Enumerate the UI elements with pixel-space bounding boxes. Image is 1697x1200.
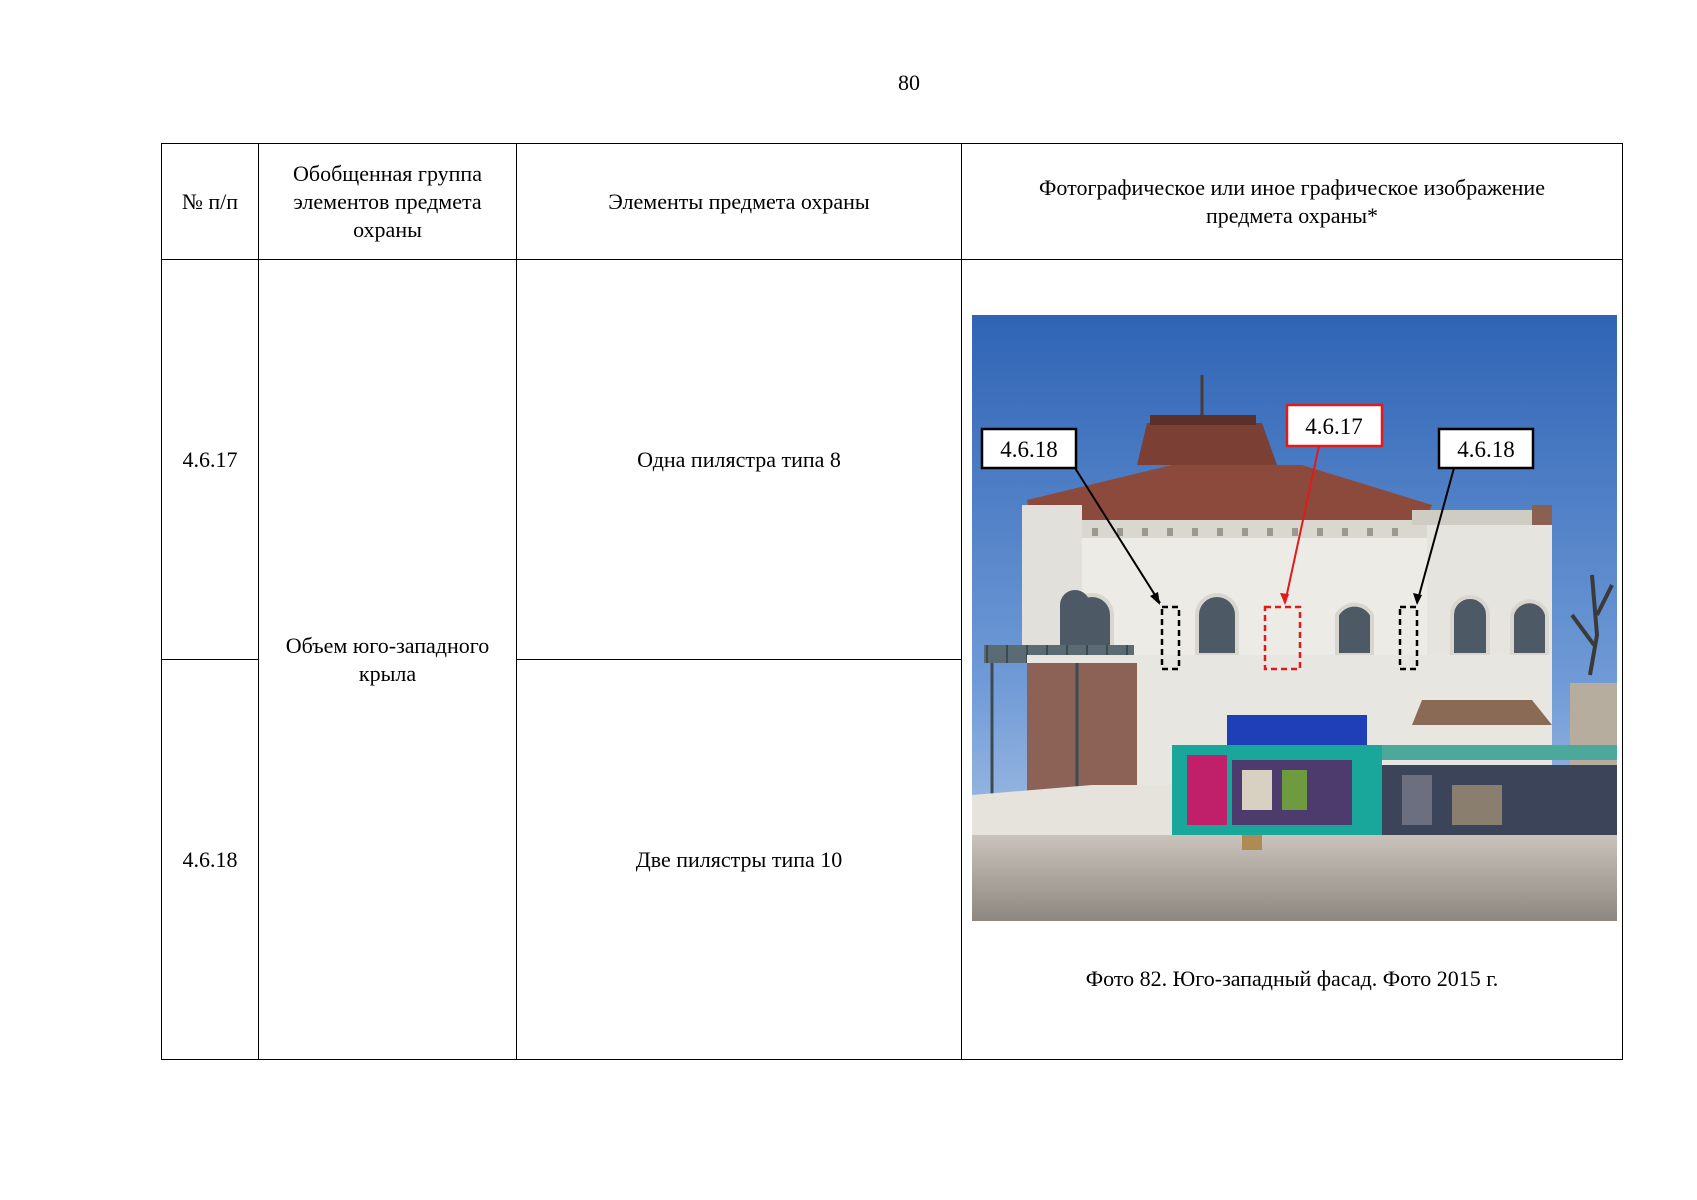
callout-right bbox=[1439, 429, 1533, 468]
header-num: № п/п bbox=[162, 144, 259, 260]
header-elements: Элементы предмета охраны bbox=[517, 144, 962, 260]
page-number: 80 bbox=[898, 70, 920, 95]
callout-left bbox=[982, 429, 1076, 468]
protection-table bbox=[161, 143, 1623, 1060]
header-image: Фотографическое или иное графическое изображение предмета охраны* bbox=[962, 144, 1623, 260]
group-label: Объем юго-западного крыла bbox=[259, 260, 517, 1060]
photo-caption: Фото 82. Юго-западный фасад. Фото 2015 г. bbox=[1085, 966, 1499, 991]
photo-cell bbox=[962, 260, 1623, 1060]
table-row bbox=[162, 260, 1623, 660]
facade-photo bbox=[972, 315, 1617, 921]
table-header-row bbox=[162, 144, 1623, 260]
svg-text:4.6.18: 4.6.18 bbox=[1000, 437, 1058, 462]
row-element: Две пилястры типа 10 bbox=[517, 660, 962, 1060]
svg-text:4.6.18: 4.6.18 bbox=[1457, 437, 1515, 462]
row-num: 4.6.18 bbox=[162, 660, 259, 1060]
callout-center bbox=[1287, 405, 1382, 446]
row-num: 4.6.17 bbox=[162, 260, 259, 660]
header-group: Обобщенная группа элементов предмета охраны bbox=[259, 144, 517, 260]
svg-text:4.6.17: 4.6.17 bbox=[1305, 414, 1363, 439]
row-element: Одна пилястра типа 8 bbox=[517, 260, 962, 660]
